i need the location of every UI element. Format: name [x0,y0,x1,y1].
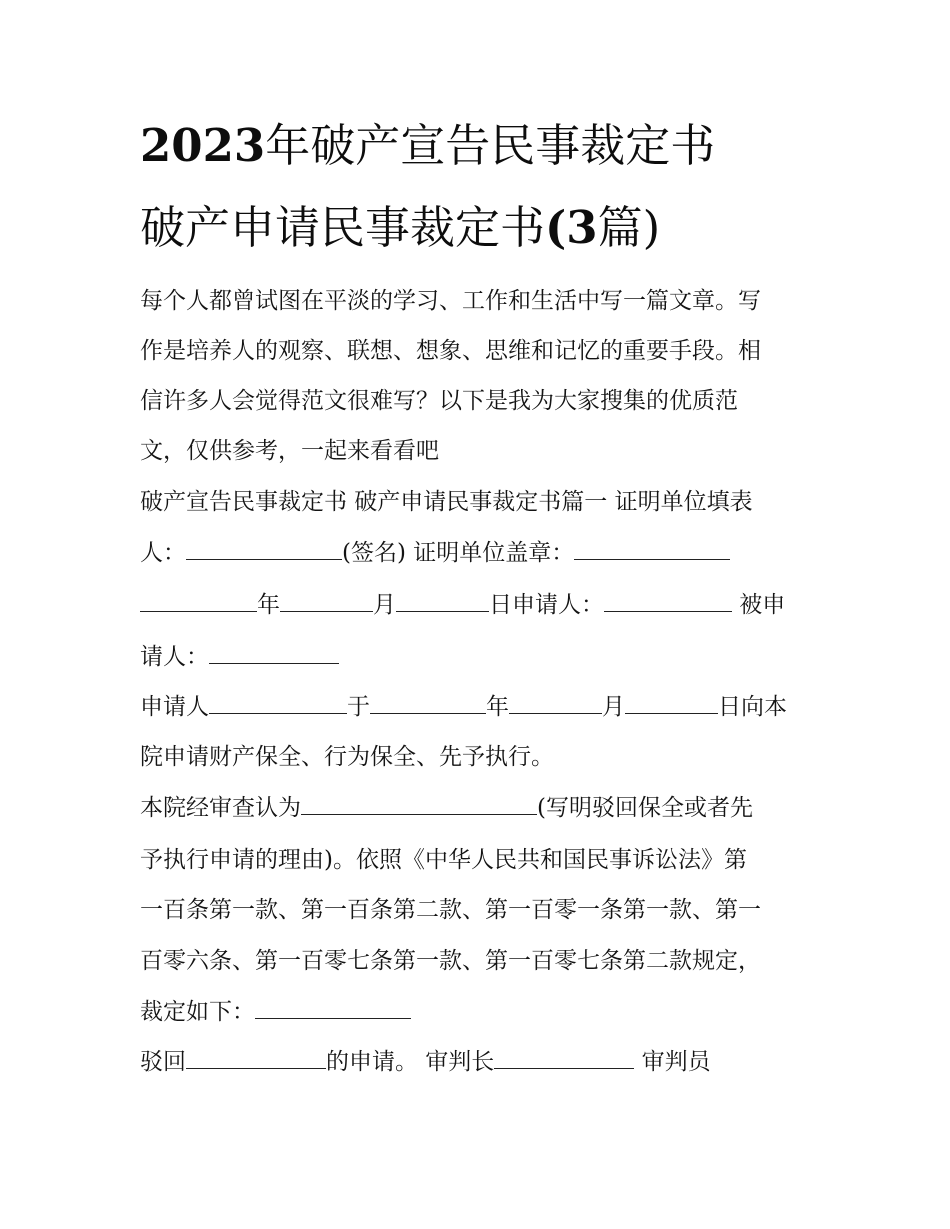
body-line-14: 百零六条、第一百零七条第一款、第一百零七条第二款规定， [140,948,761,974]
text-fragment: 驳回 [140,1049,186,1075]
text-fragment: 本院经审查认为 [140,795,301,821]
text-fragment: 请人： [140,644,209,670]
fill-in-blank [140,591,257,612]
intro-line-3: 信许多人会觉得范文很难写？以下是我为大家搜集的优质范 [140,388,738,414]
body-line-7 [140,590,785,620]
text-fragment: 日申请人： [489,592,604,618]
fill-in-blank [209,643,339,664]
text-fragment: 年 [486,694,509,720]
fill-in-blank [396,591,489,612]
body-line-9 [140,692,787,722]
body-line-13: 一百条第一款、第一百条第二款、第一百零一条第一款、第一 [140,897,761,923]
title-count: (3 [545,201,598,254]
body-line-10: 院申请财产保全、行为保全、先予执行。 [140,744,554,770]
body-line-5: 破产宣告民事裁定书 破产申请民事裁定书篇一 证明单位填表 [140,489,753,515]
text-fragment: 申请人 [140,694,209,720]
text-fragment: 于 [347,694,370,720]
fill-in-blank [255,998,411,1019]
text-fragment: (写明驳回保全或者先 [537,795,753,821]
title-line-2-suffix: 篇) [597,201,661,254]
title-line-2-text: 破产申请民事裁定书 [140,201,546,254]
title-year: 2023 [140,119,266,172]
body-line-6 [140,538,730,568]
text-fragment: 月 [602,694,625,720]
title-line-1-text: 年破产宣告民事裁定书 [265,119,716,172]
text-fragment: 的申请。 审判长 [326,1049,495,1075]
fill-in-blank [574,539,730,560]
intro-line-4: 文，仅供参考，一起来看看吧 [140,438,439,464]
text-fragment: 人： [140,540,186,566]
fill-in-blank [625,693,718,714]
fill-in-blank [280,591,373,612]
fill-in-blank [509,693,602,714]
text-fragment: (签名) 证明单位盖章： [342,540,575,566]
document-title-line-2 [140,200,830,256]
body-line-12: 予执行申请的理由)。依照《中华人民共和国民事诉讼法》第 [140,847,747,873]
body-line-15 [140,997,411,1027]
fill-in-blank [370,693,486,714]
body-line-8 [140,642,339,672]
text-fragment: 裁定如下： [140,999,255,1025]
fill-in-blank [186,539,342,560]
text-fragment: 日向本 [718,694,787,720]
text-fragment: 审判员 [634,1049,711,1075]
text-fragment: 年 [257,592,280,618]
text-fragment: 被申 [732,592,786,618]
text-fragment: 月 [373,592,396,618]
body-line-16 [140,1047,711,1077]
fill-in-blank [604,591,732,612]
fill-in-blank [186,1048,326,1069]
body-line-11 [140,793,753,823]
document-title-line-1 [140,118,830,174]
fill-in-blank [494,1048,634,1069]
intro-line-2: 作是培养人的观察、联想、想象、思维和记忆的重要手段。相 [140,338,761,364]
fill-in-blank [209,693,347,714]
intro-line-1: 每个人都曾试图在平淡的学习、工作和生活中写一篇文章。写 [140,288,761,314]
fill-in-blank [301,794,537,815]
